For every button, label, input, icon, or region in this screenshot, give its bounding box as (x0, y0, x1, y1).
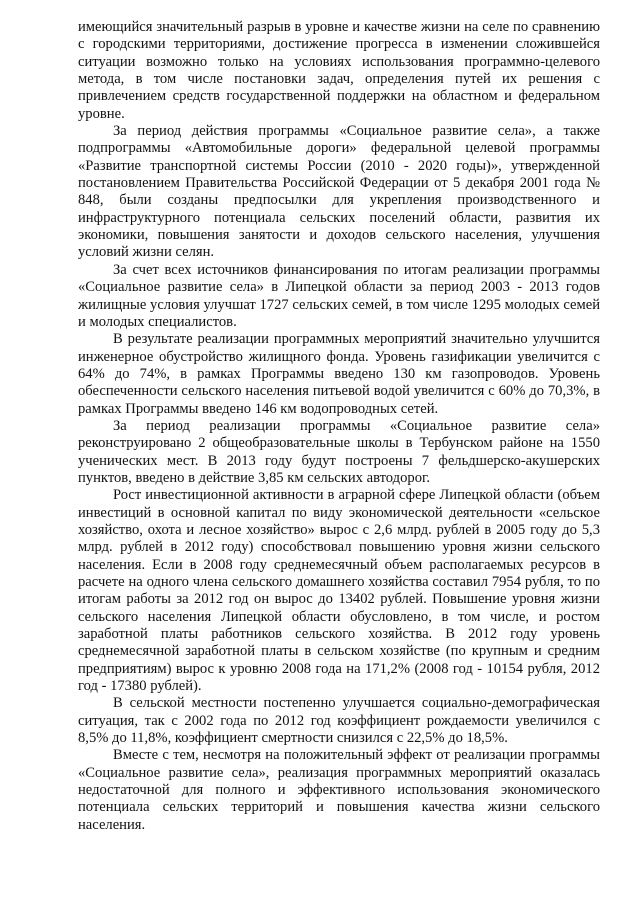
paragraph-conclusion: Вместе с тем, несмотря на положительный эффект от реализации программы «Социальное развитие села», реализация программных мероприятий оказалась недостаточной для полного и эффективного использования экономического потенциала сельских территорий и повышения качества жизни сельского населения. (78, 747, 600, 833)
paragraph-continuation: имеющийся значительный разрыв в уровне и качестве жизни на селе по сравнению с городскими территориями, достижение прогресса в изменении сложившейся ситуации возможно только на условиях использования программно-целевого метода, в том числе постановки задач, определения путей их решения с привлечением средств государственной поддержки на областном и федеральном уровне. (78, 19, 600, 122)
paragraph-program-period: За период действия программы «Социальное развитие села», а также подпрограммы «Автомобильные дороги» федеральной целевой программы «Развитие транспортной системы России (2010 - 2020 годы)», утвержденной постановлением Правительства Российской Федерации от 5 декабря 2001 года № 848, были созданы предпосылки для укрепления производственного и инфраструктурного потенциала сельских поселений области, развития их экономики, повышения занятости и доходов сельского населения, улучшения условий жизни селян. (78, 123, 600, 261)
document-body (78, 19, 600, 834)
paragraph-schools: За период реализации программы «Социальное развитие села» реконструировано 2 общеобразовательные школы в Тербунском районе на 1550 ученических мест. В 2013 году будут построены 7 фельдшерско-акушерских пунктов, введено в действие 3,85 км сельских автодорог. (78, 417, 600, 486)
paragraph-infrastructure: В результате реализации программных мероприятий значительно улучшится инженерное обустройство жилищного фонда. Уровень газификации увеличится с 64% до 74%, в рамках Программы введено 130 км газопроводов. Уровень обеспеченности сельского населения питьевой водой увеличится с 60% до 70,3%, в рамках Программы введено 146 км водопроводных сетей. (78, 331, 600, 417)
paragraph-demography: В сельской местности постепенно улучшается социально-демографическая ситуация, так с 2002 года по 2012 год коэффициент рождаемости увеличился с 8,5% до 11,8%, коэффициент смертности снизился с 22,5% до 18,5%. (78, 695, 600, 747)
paragraph-investment: Рост инвестиционной активности в аграрной сфере Липецкой области (объем инвестиций в основной капитал по виду экономической деятельности «сельское хозяйство, охота и лесное хозяйство» вырос с 2,6 млрд. рублей в 2005 году до 5,3 млрд. рублей в 2012 году) способствовал повышению уровня жизни сельского населения. Если в 2008 году среднемесячный объем располагаемых ресурсов в расчете на одного члена сельского домашнего хозяйства составил 7954 рубля, то по итогам работы за 2012 год он вырос до 13402 рублей. Повышение уровня жизни сельского населения Липецкой области обусловлено, в том числе, и ростом заработной платы работников сельского хозяйства. В 2012 году уровень среднемесячной заработной платы в сельском хозяйстве (по крупным и средним предприятиям) вырос к уровню 2008 года на 171,2% (2008 год - 10154 рубля, 2012 год - 17380 рублей). (78, 487, 600, 695)
paragraph-housing: За счет всех источников финансирования по итогам реализации программы «Социальное развитие села» в Липецкой области за период 2003 - 2013 годов жилищные условия улучшат 1727 сельских семей, в том числе 1295 молодых семей и молодых специалистов. (78, 261, 600, 330)
